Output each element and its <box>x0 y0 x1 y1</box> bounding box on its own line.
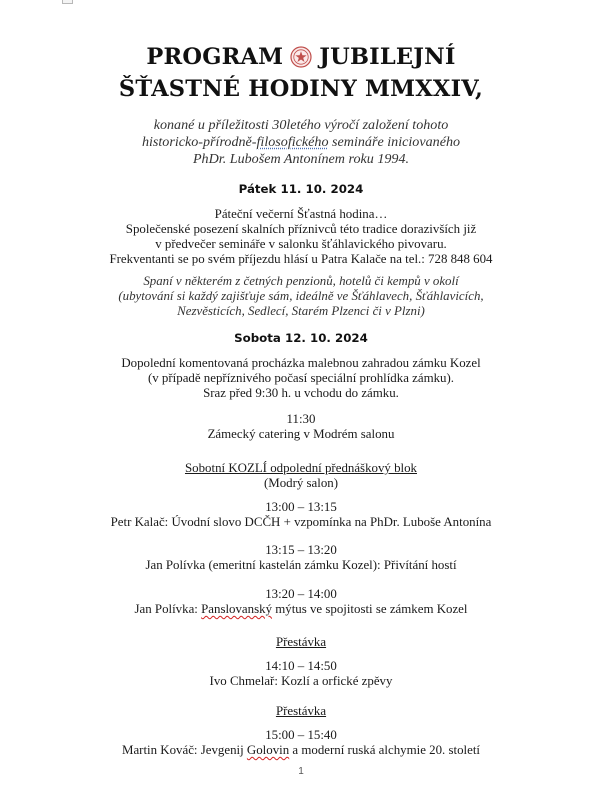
title-line-1-left: PROGRAM <box>146 44 284 70</box>
talk-text: Petr Kalač: Úvodní slovo DCČH + vzpomínka na PhDr. Luboše Antonína <box>110 515 492 529</box>
title-line-1 <box>0 44 602 70</box>
saturday-heading: Sobota 12. 10. 2024 <box>234 331 368 345</box>
talk-text: Jan Polívka: Panslovanský mýtus ve spojitosti se zámkem Kozel <box>134 602 468 616</box>
spellcheck-word: Panslovanský <box>201 602 273 616</box>
friday-note: Nezvěsticích, Sedlecí, Starém Plzenci či v Plzni) <box>177 304 425 318</box>
title-line-2: ŠŤASTNÉ HODINY MMXXIV, <box>118 76 484 102</box>
saturday-morning-line: Dopolední komentovaná procházka malebnou zahradou zámku Kozel <box>121 356 481 370</box>
intro-line-2: historicko-přírodně-filosofického semináře iniciovaného <box>141 134 461 150</box>
friday-line: Páteční večerní Šťastná hodina… <box>214 207 388 221</box>
talk-time: 15:00 – 15:40 <box>265 728 337 742</box>
talk-time: 13:20 – 14:00 <box>265 587 337 601</box>
break-label: Přestávka <box>275 704 327 718</box>
friday-line: v předvečer semináře v salonku šťáhlavického pivovaru. <box>155 237 447 251</box>
block-location: (Modrý salon) <box>263 476 339 490</box>
talk-time: 14:10 – 14:50 <box>265 659 337 673</box>
talk-text: Ivo Chmelař: Kozlí a orfické zpěvy <box>209 674 393 688</box>
page-number: 1 <box>298 766 304 777</box>
intro-line-1: konané u příležitosti 30letého výročí založení tohoto <box>153 117 449 133</box>
talk-time: 13:15 – 13:20 <box>265 543 337 557</box>
friday-note: Spaní v některém z četných penzionů, hotelů či kempů v okolí <box>143 274 459 288</box>
talk-time: 13:00 – 13:15 <box>265 500 337 514</box>
title-line-1-right: JUBILEJNÍ <box>319 44 456 70</box>
catering-text: Zámecký catering v Modrém salonu <box>207 427 395 441</box>
saturday-morning-line: (v případě nepříznivého počasí speciální prohlídka zámku). <box>147 371 455 385</box>
talk-text: Martin Kováč: Jevgenij Golovin a moderní ruská alchymie 20. století <box>121 743 480 757</box>
intro-underlined-word: filosofického <box>256 134 329 150</box>
friday-note: (ubytování si každý zajišťuje sám, ideálně ve Šťáhlavech, Šťáhlavicích, <box>118 289 484 303</box>
spellcheck-word: Golovin <box>246 743 290 757</box>
catering-time: 11:30 <box>286 412 316 426</box>
friday-line: Frekventanti se po svém příjezdu hlásí u Patra Kalače na tel.: 728 848 604 <box>109 252 493 266</box>
talk-text: Jan Polívka (emeritní kastelán zámku Kozel): Přivítání hostí <box>145 558 457 572</box>
break-label: Přestávka <box>275 635 327 649</box>
page-corner-mark <box>62 0 73 4</box>
saturday-morning-line: Sraz před 9:30 h. u vchodu do zámku. <box>203 386 399 400</box>
friday-heading: Pátek 11. 10. 2024 <box>238 182 364 196</box>
block-title: Sobotní KOZLÍ odpolední přednáškový blok <box>184 461 417 475</box>
friday-line: Společenské posezení skalních příznivců této tradice dorazivších již <box>125 222 477 236</box>
intro-line-3: PhDr. Lubošem Antonínem roku 1994. <box>192 151 410 167</box>
seal-icon <box>290 46 312 68</box>
